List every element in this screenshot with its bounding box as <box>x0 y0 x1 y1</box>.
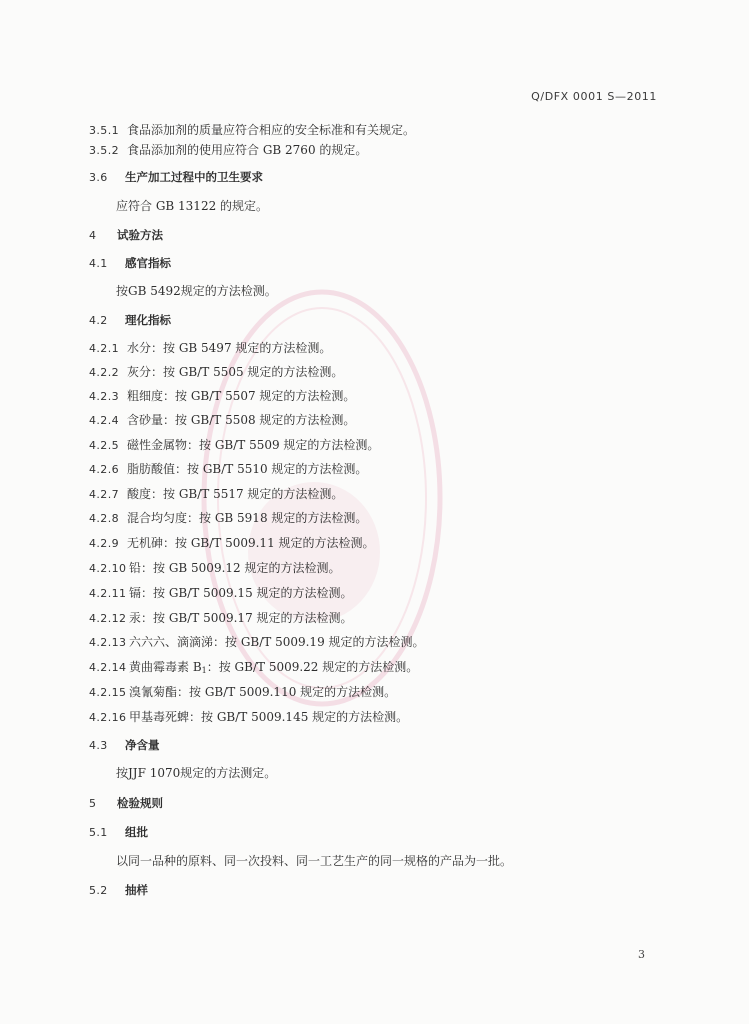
section-heading <box>89 824 148 841</box>
clause-number: 4.2.8 <box>89 512 119 525</box>
clause-item <box>89 634 425 651</box>
clause-text: 铅：按 GB 5009.12 规定的方法检测。 <box>129 561 341 575</box>
clause-number: 4.2 <box>89 314 108 327</box>
clause-text: 酸度：按 GB/T 5517 规定的方法检测。 <box>127 487 344 501</box>
clause-number: 4.2.6 <box>89 463 119 476</box>
clause-text: 磁性金属物：按 GB/T 5509 规定的方法检测。 <box>127 438 380 452</box>
clause-text: 食品添加剂的使用应符合 GB 2760 的规定。 <box>127 143 368 157</box>
section-heading <box>89 169 263 186</box>
clause-text: 感官指标 <box>125 256 171 270</box>
clause-text: 水分：按 GB 5497 规定的方法检测。 <box>127 341 332 355</box>
clause-item <box>89 684 396 701</box>
clause-number: 4.2.4 <box>89 414 119 427</box>
clause-number: 3.6 <box>89 171 108 184</box>
clause-number: 5.2 <box>89 884 108 897</box>
clause-text: 黄曲霉毒素 B <box>129 660 202 674</box>
clause-number: 4.2.13 <box>89 636 127 649</box>
clause-item <box>89 535 375 552</box>
clause-item <box>89 122 415 139</box>
section-heading <box>89 795 163 812</box>
clause-number: 4.2.5 <box>89 439 119 452</box>
clause-number: 4.2.11 <box>89 587 127 600</box>
clause-text: 食品添加剂的质量应符合相应的安全标准和有关规定。 <box>127 123 416 137</box>
clause-item <box>89 412 355 429</box>
clause-text: 生产加工过程中的卫生要求 <box>125 170 263 184</box>
clause-number: 4.2.10 <box>89 562 127 575</box>
clause-text-continued: ：按 GB/T 5009.22 规定的方法检测。 <box>206 660 419 674</box>
clause-text: 无机砷：按 GB/T 5009.11 规定的方法检测。 <box>127 536 375 550</box>
clause-number: 4.1 <box>89 257 108 270</box>
clause-item <box>89 510 367 527</box>
clause-text: 镉：按 GB/T 5009.15 规定的方法检测。 <box>129 586 353 600</box>
clause-text: 以同一品种的原料、同一次投料、同一工艺生产的同一规格的产品为一批。 <box>116 854 513 868</box>
clause-text: 按GB 5492规定的方法检测。 <box>116 284 277 298</box>
clause-item <box>89 610 353 627</box>
clause-number: 4.2.15 <box>89 686 127 699</box>
section-heading <box>89 227 163 244</box>
clause-text: 溴氰菊酯：按 GB/T 5009.110 规定的方法检测。 <box>129 685 397 699</box>
clause-number: 4.2.9 <box>89 537 119 550</box>
clause-number: 4.3 <box>89 739 108 752</box>
clause-text: 六六六、滴滴涕：按 GB/T 5009.19 规定的方法检测。 <box>129 635 425 649</box>
clause-item <box>89 486 343 503</box>
clause-number: 3.5.1 <box>89 124 119 137</box>
clause-text: 应符合 GB 13122 的规定。 <box>116 199 269 213</box>
section-heading <box>89 737 160 754</box>
paragraph-text <box>116 765 276 781</box>
clause-text: 汞：按 GB/T 5009.17 规定的方法检测。 <box>129 611 353 625</box>
clause-text: 粗细度：按 GB/T 5507 规定的方法检测。 <box>127 389 356 403</box>
section-heading <box>89 255 171 272</box>
clause-number: 5 <box>89 797 97 810</box>
clause-number: 4.2.16 <box>89 711 127 724</box>
clause-number: 4.2.14 <box>89 661 127 674</box>
clause-item <box>89 364 343 381</box>
clause-number: 4 <box>89 229 97 242</box>
clause-item <box>89 560 340 577</box>
clause-text: 试验方法 <box>117 228 163 242</box>
clause-text: 抽样 <box>125 883 148 897</box>
clause-item <box>89 709 408 726</box>
clause-item <box>89 659 418 679</box>
clause-text: 混合均匀度：按 GB 5918 规定的方法检测。 <box>127 511 368 525</box>
page-number: 3 <box>638 948 645 961</box>
clause-item <box>89 388 355 405</box>
subscript-text: 1 <box>201 666 207 675</box>
clause-number: 4.2.3 <box>89 390 119 403</box>
clause-text: 脂肪酸值：按 GB/T 5510 规定的方法检测。 <box>127 462 368 476</box>
clause-text: 含砂量：按 GB/T 5508 规定的方法检测。 <box>127 413 356 427</box>
section-heading <box>89 312 171 329</box>
clause-text: 甲基毒死蜱：按 GB/T 5009.145 规定的方法检测。 <box>129 710 409 724</box>
clause-text: 净含量 <box>125 738 160 752</box>
clause-item <box>89 340 331 357</box>
clause-item <box>89 585 353 602</box>
clause-text: 按JJF 1070规定的方法测定。 <box>116 766 277 780</box>
clause-number: 4.2.1 <box>89 342 119 355</box>
document-code-header: Q/DFX 0001 S—2011 <box>531 90 657 103</box>
clause-text: 理化指标 <box>125 313 171 327</box>
clause-item <box>89 461 367 478</box>
clause-number: 5.1 <box>89 826 108 839</box>
paragraph-text <box>116 283 277 299</box>
clause-number: 3.5.2 <box>89 144 119 157</box>
clause-text: 检验规则 <box>117 796 163 810</box>
clause-item <box>89 142 367 159</box>
clause-number: 4.2.7 <box>89 488 119 501</box>
section-heading <box>89 882 148 899</box>
paragraph-text <box>116 853 512 869</box>
clause-text: 组批 <box>125 825 148 839</box>
paragraph-text <box>116 198 268 214</box>
clause-number: 4.2.2 <box>89 366 119 379</box>
clause-item <box>89 437 379 454</box>
clause-text: 灰分：按 GB/T 5505 规定的方法检测。 <box>127 365 344 379</box>
clause-number: 4.2.12 <box>89 612 127 625</box>
